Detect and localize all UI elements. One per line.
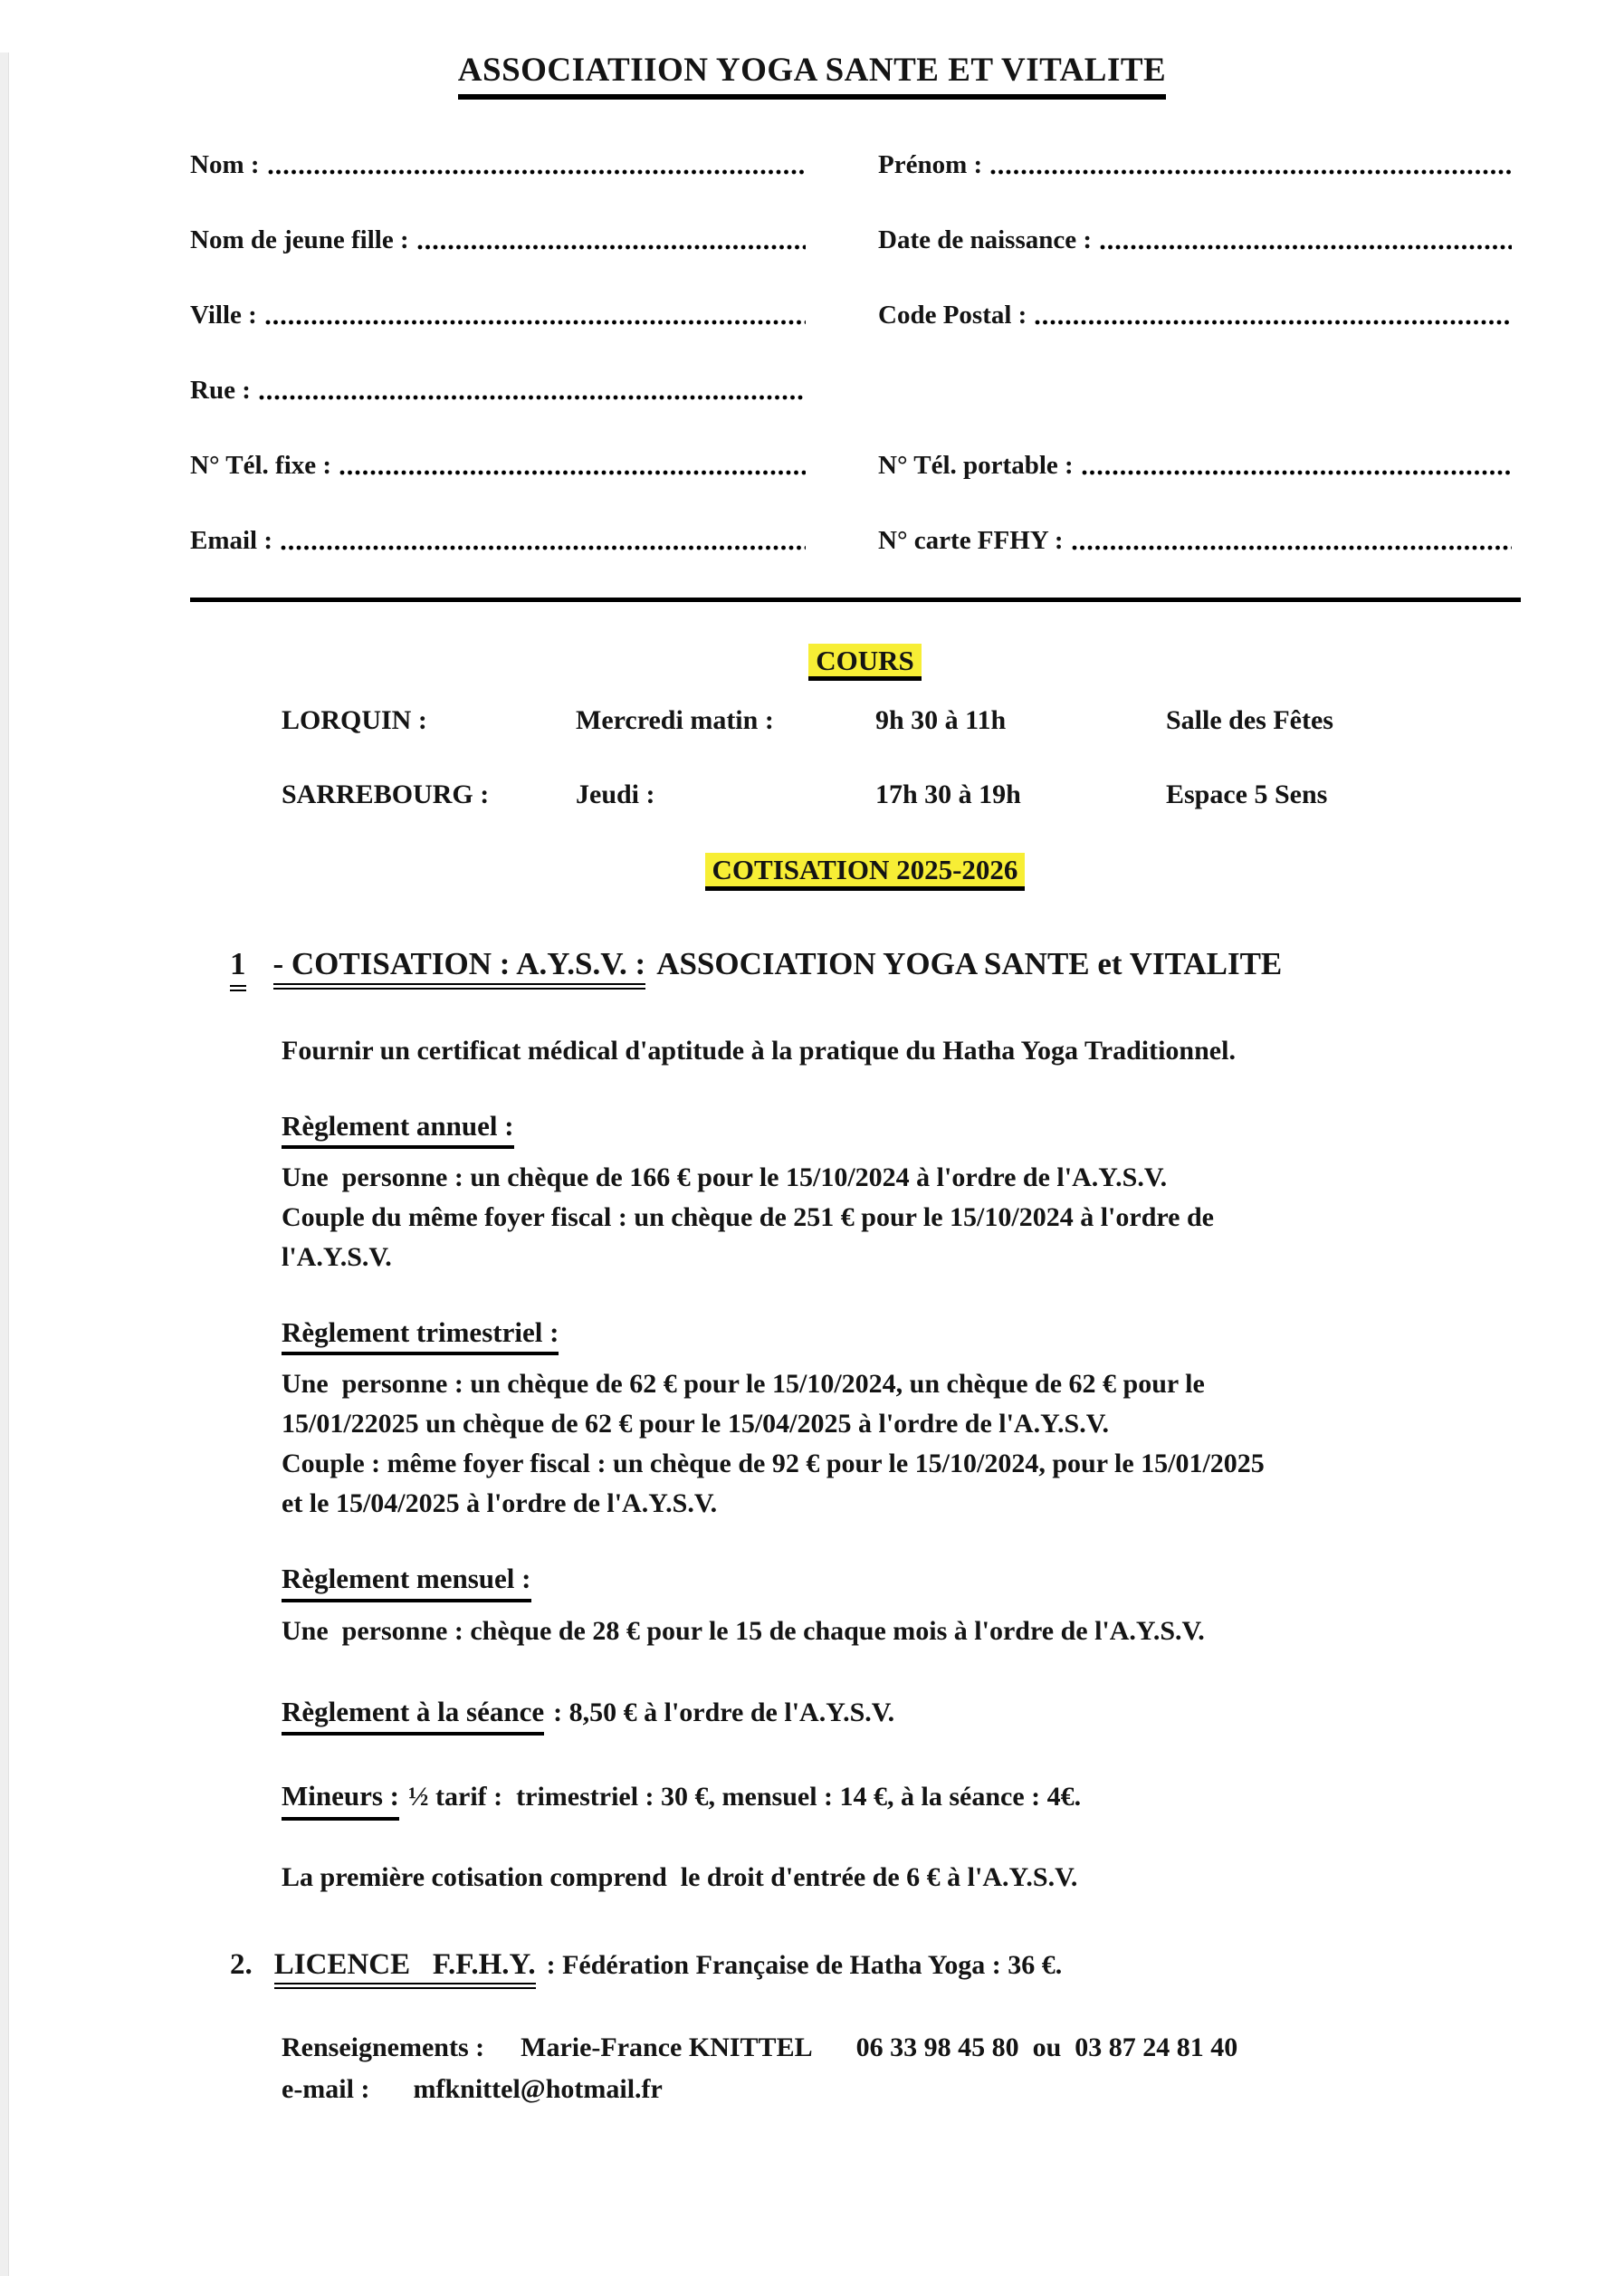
field-nom-jeune-fille (190, 222, 806, 258)
section-2-heading-underlined: LICENCE F.F.H.Y. (274, 1948, 536, 1989)
paragraph-line: Une personne : un chèque de 62 € pour le 15/10/2024, un chèque de 62 € pour le (282, 1369, 1205, 1400)
field-email (190, 522, 806, 559)
cours-day: Mercredi matin : (576, 705, 774, 736)
field-label: N° carte FFHY : (878, 525, 1064, 555)
cours-location: SARREBOURG : (282, 779, 490, 810)
field-label: N° Tél. portable : (878, 450, 1074, 480)
sub-heading-label: Règlement annuel : (282, 1109, 514, 1149)
first-cotisation-note: La première cotisation comprend le droit d'entrée de 6 € à l'A.Y.S.V. (282, 1862, 1078, 1893)
cours-row-lorquin (282, 704, 1533, 737)
fill-in-dotted-line (339, 469, 806, 476)
cotisation-section-header (282, 853, 1448, 891)
field-label: Date de naissance : (878, 225, 1093, 254)
field-label: Code Postal : (878, 300, 1027, 330)
field-nom (190, 147, 806, 183)
contact-name: Marie-France KNITTEL (521, 2032, 813, 2062)
form-row (190, 447, 1512, 483)
inline-heading-label: Règlement à la séance (282, 1695, 544, 1736)
field-prenom (878, 147, 1512, 183)
reglement-trimestriel-paragraph (282, 1364, 1488, 1524)
cours-time: 9h 30 à 11h (875, 705, 1007, 736)
paragraph-line: Une personne : chèque de 28 € pour le 15 de chaque mois à l'ordre de l'A.Y.S.V. (282, 1615, 1205, 1646)
form-row (190, 147, 1512, 183)
email-address: mfknittel@hotmail.fr (413, 2073, 663, 2104)
contact-label: Renseignements : (282, 2032, 485, 2062)
section-1-heading-rest: ASSOCIATION YOGA SANTE et VITALITE (656, 945, 1283, 981)
section-number: 2. (230, 1948, 253, 1982)
field-code-postal (878, 297, 1512, 333)
fill-in-dotted-line (1034, 319, 1512, 326)
reglement-trimestriel-heading (282, 1315, 1488, 1355)
paragraph-line: et le 15/04/2025 à l'ordre de l'A.Y.S.V. (282, 1488, 718, 1519)
paragraph-line: Couple du même foyer fiscal : un chèque de 251 € pour le 15/10/2024 à l'ordre de (282, 1202, 1214, 1233)
paragraph-line: 15/01/22025 un chèque de 62 € pour le 15/04/2025 à l'ordre de l'A.Y.S.V. (282, 1409, 1109, 1439)
form-row (190, 222, 1512, 258)
field-tel-fixe (190, 447, 806, 483)
field-label: Prénom : (878, 149, 983, 179)
page-title: ASSOCIATIION YOGA SANTE ET VITALITE (458, 53, 1166, 100)
cours-place: Salle des Fêtes (1166, 705, 1333, 736)
field-label: N° Tél. fixe : (190, 450, 332, 480)
inline-heading-rest: : 8,50 € à l'ordre de l'A.Y.S.V. (553, 1697, 895, 1727)
contact-info (282, 2027, 1488, 2110)
form-row (190, 297, 1512, 333)
reglement-annuel-paragraph (282, 1158, 1488, 1277)
section-1-heading-underlined: - COTISATION : A.Y.S.V. : (273, 946, 646, 990)
field-label: Email : (190, 525, 273, 555)
contact-phones: 06 33 98 45 80 ou 03 87 24 81 40 (855, 2032, 1238, 2062)
paragraph-line: l'A.Y.S.V. (282, 1242, 392, 1273)
mineurs-line (282, 1779, 1488, 1821)
field-label: Nom de jeune fille : (190, 225, 409, 254)
cours-time: 17h 30 à 19h (875, 779, 1021, 810)
sub-heading-label: Règlement mensuel : (282, 1562, 531, 1602)
fill-in-dotted-line (280, 544, 806, 551)
cours-location: LORQUIN : (282, 705, 427, 736)
fill-in-dotted-line (1071, 544, 1512, 551)
contact-line-renseignements (282, 2027, 1488, 2069)
section-2-heading-rest: : Fédération Française de Hatha Yoga : 36 €. (546, 1950, 1063, 1981)
field-date-naissance (878, 222, 1512, 258)
cours-schedule (282, 704, 1533, 811)
cours-section-header (282, 644, 1448, 682)
fill-in-dotted-line (1099, 244, 1512, 251)
field-label: Nom : (190, 149, 260, 179)
document-page (0, 53, 1624, 2110)
cours-title: COURS (808, 644, 922, 682)
section-2-heading (230, 1947, 1533, 1985)
field-carte-ffhy (878, 522, 1512, 559)
inline-heading-rest: ½ tarif : trimestriel : 30 €, mensuel : 14 €, à la séance : 4€. (408, 1782, 1082, 1812)
paragraph-line: Couple : même foyer fiscal : un chèque de 92 € pour le 15/10/2024, pour le 15/01/2025 (282, 1449, 1265, 1479)
cours-row-sarrebourg (282, 779, 1533, 811)
reglement-seance-line (282, 1695, 1488, 1736)
fill-in-dotted-line (416, 244, 806, 251)
field-rue (190, 372, 806, 408)
intro-paragraph: Fournir un certificat médical d'aptitude à la pratique du Hatha Yoga Traditionnel. (282, 1035, 1236, 1066)
fill-in-dotted-line (258, 394, 806, 401)
reglement-annuel-heading (282, 1109, 1488, 1149)
fill-in-dotted-line (264, 319, 806, 326)
reglement-mensuel-paragraph (282, 1611, 1488, 1651)
cours-day: Jeudi : (576, 779, 655, 810)
fill-in-dotted-line (989, 168, 1512, 176)
field-tel-portable (878, 447, 1512, 483)
reglement-mensuel-heading (282, 1562, 1488, 1602)
cotisation-title: COTISATION 2025-2026 (705, 853, 1026, 891)
inline-heading-label: Mineurs : (282, 1779, 399, 1821)
separator-line (190, 598, 1521, 602)
header (0, 53, 1624, 100)
field-label: Ville : (190, 300, 257, 330)
form-row (190, 522, 1512, 559)
paragraph-line: Une personne : un chèque de 166 € pour le 15/10/2024 à l'ordre de l'A.Y.S.V. (282, 1162, 1168, 1193)
field-ville (190, 297, 806, 333)
fill-in-dotted-line (267, 168, 806, 176)
email-label: e-mail : (282, 2073, 370, 2104)
section-number: 1 (230, 945, 246, 991)
sub-heading-label: Règlement trimestriel : (282, 1315, 559, 1355)
form-row (190, 372, 1512, 408)
section-1-heading (230, 945, 1533, 991)
contact-line-email (282, 2069, 1488, 2110)
cours-place: Espace 5 Sens (1166, 779, 1328, 810)
identity-form (190, 147, 1512, 559)
field-label: Rue : (190, 375, 251, 405)
fill-in-dotted-line (1081, 469, 1512, 476)
